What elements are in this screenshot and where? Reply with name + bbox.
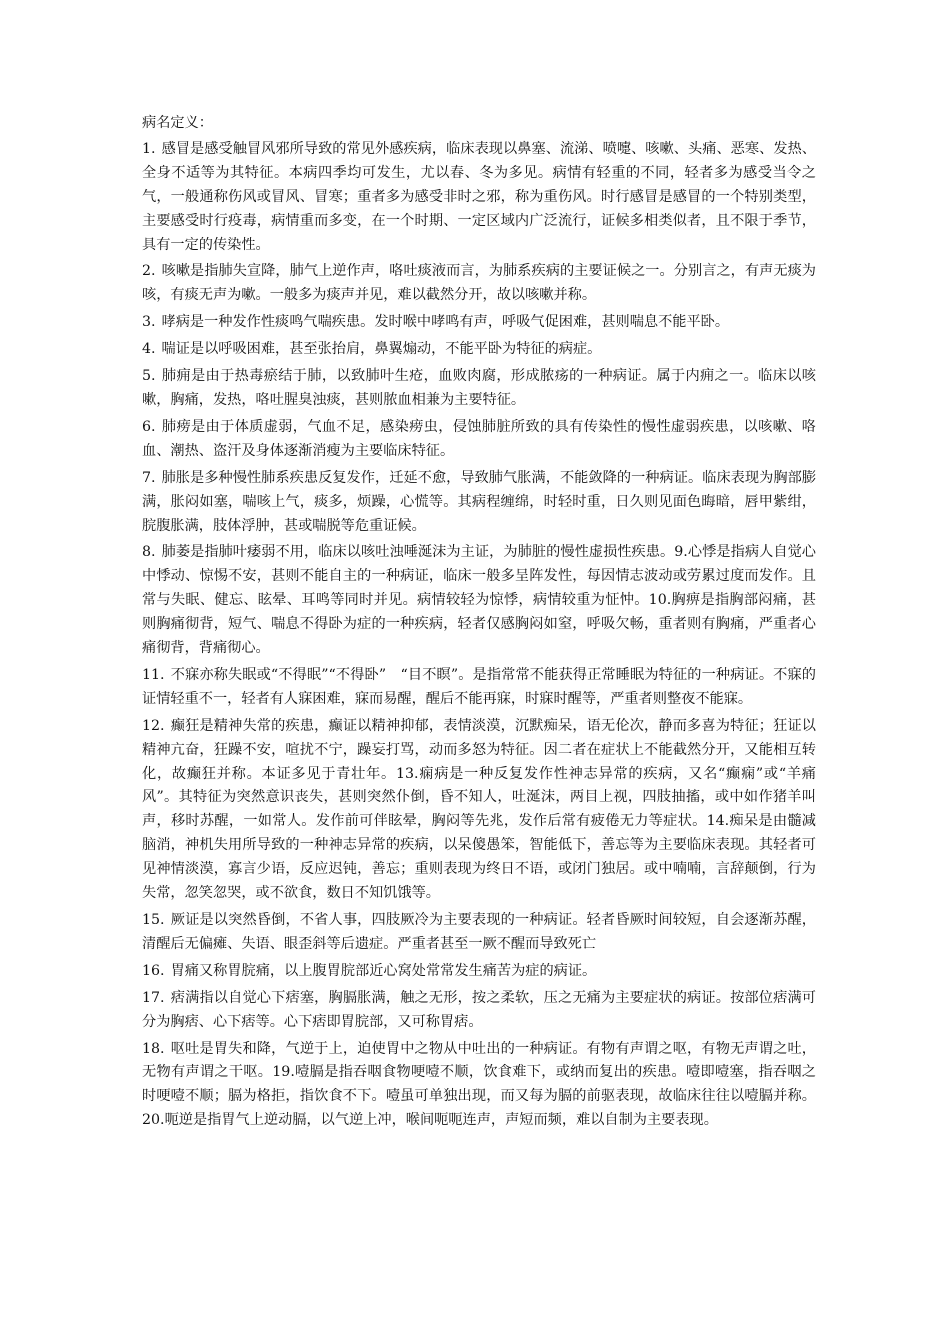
entry-number: 2.: [142, 263, 156, 280]
entry-text: 喘证是以呼吸困难，甚至张抬肩，鼻翼煽动，不能平卧为特征的病症。: [161, 341, 602, 358]
document-heading: 病名定义：: [142, 115, 213, 131]
entry-number: 6.: [142, 418, 156, 435]
entry-16: [142, 960, 816, 984]
entry-number: 8.: [142, 544, 156, 561]
entry-number: 3.: [142, 314, 156, 331]
entry-text: 不寐亦称失眠或“不得眠”“不得卧” “目不瞑”。是指常常不能获得正常睡眠为特征的一种病证。不寐的证情轻重不一，轻者有人寐困难，寐而易醒，醒后不能再寐，时寐时醒等，严重者则整夜不能寐。: [142, 666, 816, 707]
entry-text: 肺痈是由于热毒瘀结于肺，以致肺叶生疮，血败肉腐，形成脓疡的一种病证。属于内痈之一。临床以咳嗽，胸痛，发热，咯吐腥臭浊痰，甚则脓血相兼为主要特征。: [142, 368, 816, 408]
entry-text: 肺痨是由于体质虚弱，气血不足，感染痨虫，侵蚀肺脏所致的具有传染性的慢性虚弱疾患，以咳嗽、咯血、潮热、盗汗及身体逐渐消瘦为主要临床特征。: [142, 418, 816, 459]
entry-2: [142, 260, 816, 308]
entry-15: [142, 909, 816, 957]
entry-number: 5.: [142, 368, 156, 385]
entry-number: 16.: [142, 962, 165, 979]
entry-5: [142, 365, 816, 413]
entry-17: [142, 987, 816, 1035]
entry-12: [142, 715, 816, 906]
entry-text: 痞满指以自觉心下痞塞，胸膈胀满，触之无形，按之柔软，压之无痛为主要症状的病证。按部位痞满可分为胸痞、心下痞等。心下痞即胃脘部，又可称胃痞。: [142, 989, 816, 1030]
entry-text: 哮病是一种发作性痰鸣气喘疾患。发时喉中哮鸣有声，呼吸气促困难，甚则喘息不能平卧。: [161, 314, 730, 331]
entry-text: 肺萎是指肺叶痿弱不用，临床以咳吐浊唾涎沫为主证，为肺脏的慢性虚损性疾患。9.心悸是指病人自觉心中悸动、惊惕不安，甚则不能自主的一种病证，临床一般多呈阵发性，每因情志波动或劳累过度而发作。且常与失眠、健忘、眩晕、耳鸣等同时并见。病情较轻为惊悸，病情较重为怔忡。10.胸痹是指胸部闷痛，甚则胸痛彻背，短气、喘息不得卧为症的一种疾病，轻者仅感胸闷如窒，呼吸欠畅，重者则有胸痛，严重者心痛彻背，背痛彻心。: [142, 544, 816, 657]
entry-number: 1.: [142, 140, 156, 157]
document-page: [142, 112, 816, 1136]
entry-3: [142, 311, 816, 335]
entry-number: 4.: [142, 341, 156, 358]
entry-number: 15.: [142, 912, 165, 928]
entry-text: 呕吐是胃失和降，气逆于上，迫使胃中之物从中吐出的一种病证。有物有声谓之呕，有物无声谓之吐，无物有声谓之干呕。19.噎膈是指吞咽食物哽噎不顺，饮食难下，或纳而复出的疾患。噎即噎塞，指吞咽之时哽噎不顺；膈为格拒，指饮食不下。噎虽可单独出现，而又每为膈的前驱表现，故临床往往以噎膈并称。20.呃逆是指胃气上逆动膈，以气逆上冲，喉间呃呃连声，声短而频，难以自制为主要表现。: [142, 1040, 816, 1129]
entry-1: [142, 138, 816, 258]
entry-18: [142, 1038, 816, 1134]
entry-7: [142, 467, 816, 539]
entry-number: 17.: [142, 989, 165, 1006]
entry-11: [142, 664, 816, 712]
entry-number: 7.: [142, 469, 156, 486]
entry-text: 厥证是以突然昏倒，不省人事，四肢厥冷为主要表现的一种病证。轻者昏厥时间较短，自会逐渐苏醒，清醒后无偏瘫、失语、眼歪斜等后遗症。严重者甚至一厥不醒而导致死亡: [142, 912, 816, 952]
entry-4: [142, 338, 816, 362]
entry-6: [142, 416, 816, 464]
entry-8: [142, 541, 816, 661]
entry-text: 感冒是感受触冒风邪所导致的常见外感疾病，临床表现以鼻塞、流涕、喷嚏、咳嗽、头痛、恶寒、发热、全身不适等为其特征。本病四季均可发生，尤以春、冬为多见。病情有轻重的不同，轻者多为感受当令之气，一般通称伤风或冒风、冒寒；重者多为感受非时之邪，称为重伤风。时行感冒是感冒的一个特别类型，主要感受时行疫毒，病情重而多变，在一个时期、一定区域内广泛流行，证候多相类似者，且不限于季节，具有一定的传染性。: [142, 140, 816, 253]
entry-text: 肺胀是多种慢性肺系疾患反复发作，迁延不愈，导致肺气胀满，不能敛降的一种病证。临床表现为胸部膨满，胀闷如塞，喘咳上气，痰多，烦躁，心慌等。其病程缠绵，时轻时重，日久则见面色晦暗，唇甲紫绀，脘腹胀满，肢体浮肿，甚或喘脱等危重证候。: [142, 469, 816, 534]
entry-number: 18.: [142, 1040, 165, 1057]
entry-text: 癫狂是精神失常的疾患，癫证以精神抑郁，表情淡漠，沉默痴呆，语无伦次，静而多喜为特征；狂证以精神亢奋，狂躁不安，喧扰不宁，躁妄打骂，动而多怒为特征。因二者在症状上不能截然分开，又能相互转化，故癫狂并称。本证多见于青壮年。13.痫病是一种反复发作性神志异常的疾病，又名“癫痫”或“羊痛风”。其特征为突然意识丧失，甚则突然仆倒，昏不知人，吐涎沫，两目上视，四肢抽搐，或中如作猪羊叫声，移时苏醒，一如常人。发作前可伴眩晕，胸闷等先兆，发作后常有疲倦无力等症状。14.痴呆是由髓减脑消，神机失用所导致的一种神志异常的疾病，以呆傻愚笨，智能低下，善忘等为主要临床表现。其轻者可见神情淡漠，寡言少语，反应迟钝，善忘；重则表现为终日不语，或闭门独居。或中喃喃，言辞颠倒，行为失常，忽笑忽哭，或不欲食，数日不知饥饿等。: [142, 717, 816, 902]
entry-text: 咳嗽是指肺失宣降，肺气上逆作声，咯吐痰液而言，为肺系疾病的主要证候之一。分别言之，有声无痰为咳，有痰无声为嗽。一般多为痰声并见，难以截然分开，故以咳嗽并称。: [142, 263, 816, 304]
entry-text: 胃痛又称胃脘痛，以上腹胃脘部近心窝处常常发生痛苦为症的病证。: [170, 962, 597, 979]
entry-number: 12.: [142, 717, 165, 734]
entry-number: 11.: [142, 666, 165, 683]
